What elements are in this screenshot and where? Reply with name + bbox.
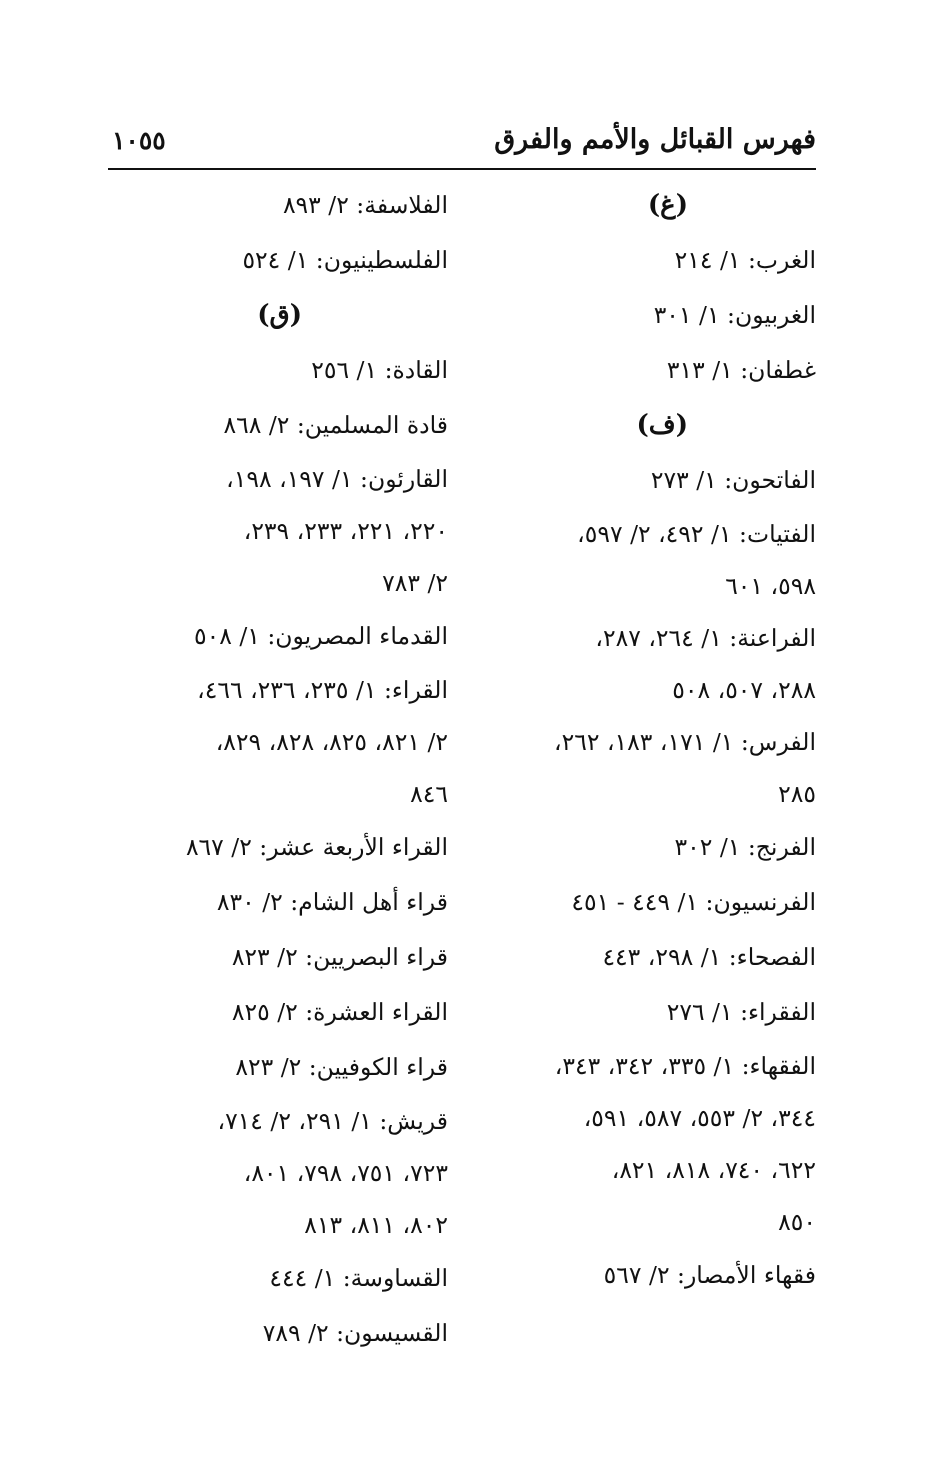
index-entry-continuation: ٨٤٦ xyxy=(410,780,448,808)
index-entry: الفاتحون: ١/ ٢٧٣ xyxy=(650,466,816,494)
section-letter: (ق) xyxy=(257,300,302,330)
index-entry-continuation: ٢/ ٨٢١، ٨٢٥، ٨٢٨، ٨٢٩، xyxy=(215,728,448,756)
index-entry-continuation: ٨٠٢، ٨١١، ٨١٣ xyxy=(304,1211,448,1239)
index-entry: قريش: ١/ ٢٩١، ٢/ ٧١٤، xyxy=(217,1107,448,1135)
index-entry: قراء الكوفيين: ٢/ ٨٢٣ xyxy=(235,1053,448,1081)
index-entry-continuation: ٢/ ٧٨٣ xyxy=(382,569,448,597)
index-entry: الغرب: ١/ ٢١٤ xyxy=(674,246,816,274)
page-title: فهرس القبائل والأمم والفرق xyxy=(494,124,816,155)
index-entry: الفرس: ١/ ١٧١، ١٨٣، ٢٦٢، xyxy=(554,728,816,756)
index-entry: القراء: ١/ ٢٣٥، ٢٣٦، ٤٦٦، xyxy=(197,676,448,704)
index-entry: الفراعنة: ١/ ٢٦٤، ٢٨٧، xyxy=(595,624,816,652)
index-entry-continuation: ٣٤٤، ٢/ ٥٥٣، ٥٨٧، ٥٩١، xyxy=(583,1104,816,1132)
index-entry: الفقهاء: ١/ ٣٣٥، ٣٤٢، ٣٤٣، xyxy=(554,1052,816,1080)
index-entry: قراء البصريين: ٢/ ٨٢٣ xyxy=(231,943,448,971)
index-entry: فقهاء الأمصار: ٢/ ٥٦٧ xyxy=(603,1261,816,1289)
index-entry-continuation: ٧٢٣، ٧٥١، ٧٩٨، ٨٠١، xyxy=(243,1159,448,1187)
index-entry-continuation: ٦٢٢، ٧٤٠، ٨١٨، ٨٢١، xyxy=(611,1156,816,1184)
index-entry: الفصحاء: ١/ ٢٩٨، ٤٤٣ xyxy=(602,943,816,971)
index-entry: القسيسون: ٢/ ٧٨٩ xyxy=(262,1319,448,1347)
index-entry-continuation: ٥٩٨، ٦٠١ xyxy=(725,572,816,600)
section-letter: (ف) xyxy=(636,410,688,440)
index-entry: الفقراء: ١/ ٢٧٦ xyxy=(666,998,816,1026)
index-entry-continuation: ٨٥٠ xyxy=(778,1208,816,1236)
index-entry: الفلسطينيون: ١/ ٥٢٤ xyxy=(242,246,448,274)
index-entry: الغربيون: ١/ ٣٠١ xyxy=(653,301,816,329)
index-column-left xyxy=(124,178,448,1361)
index-entry: القساوسة: ١/ ٤٤٤ xyxy=(269,1264,448,1292)
index-entry-continuation: ٢٨٥ xyxy=(778,780,816,808)
index-entry: الفلاسفة: ٢/ ٨٩٣ xyxy=(282,191,448,219)
page-number: ١٠٥٥ xyxy=(112,126,166,155)
section-letter: (غ) xyxy=(647,190,688,220)
index-entry: غطفان: ١/ ٣١٣ xyxy=(666,356,816,384)
index-entry: الفتيات: ١/ ٤٩٢، ٢/ ٥٩٧، xyxy=(577,520,816,548)
index-entry: القارئون: ١/ ١٩٧، ١٩٨، xyxy=(226,465,448,493)
index-column-right xyxy=(494,178,816,1303)
index-entry-continuation: ٢٨٨، ٥٠٧، ٥٠٨ xyxy=(672,676,816,704)
index-entry: الفرنسيون: ١/ ٤٤٩ - ٤٥١ xyxy=(571,888,816,916)
index-entry: القراء العشرة: ٢/ ٨٢٥ xyxy=(231,998,448,1026)
index-entry: القراء الأربعة عشر: ٢/ ٨٦٧ xyxy=(185,833,448,861)
page-header xyxy=(108,120,816,170)
index-entry-continuation: ٢٢٠، ٢٢١، ٢٣٣، ٢٣٩، xyxy=(243,517,448,545)
index-entry: قادة المسلمين: ٢/ ٨٦٨ xyxy=(223,411,448,439)
index-entry: الفرنج: ١/ ٣٠٢ xyxy=(674,833,816,861)
index-entry: القادة: ١/ ٢٥٦ xyxy=(311,356,448,384)
index-entry: القدماء المصريون: ١/ ٥٠٨ xyxy=(193,622,448,650)
index-entry: قراء أهل الشام: ٢/ ٨٣٠ xyxy=(216,888,448,916)
